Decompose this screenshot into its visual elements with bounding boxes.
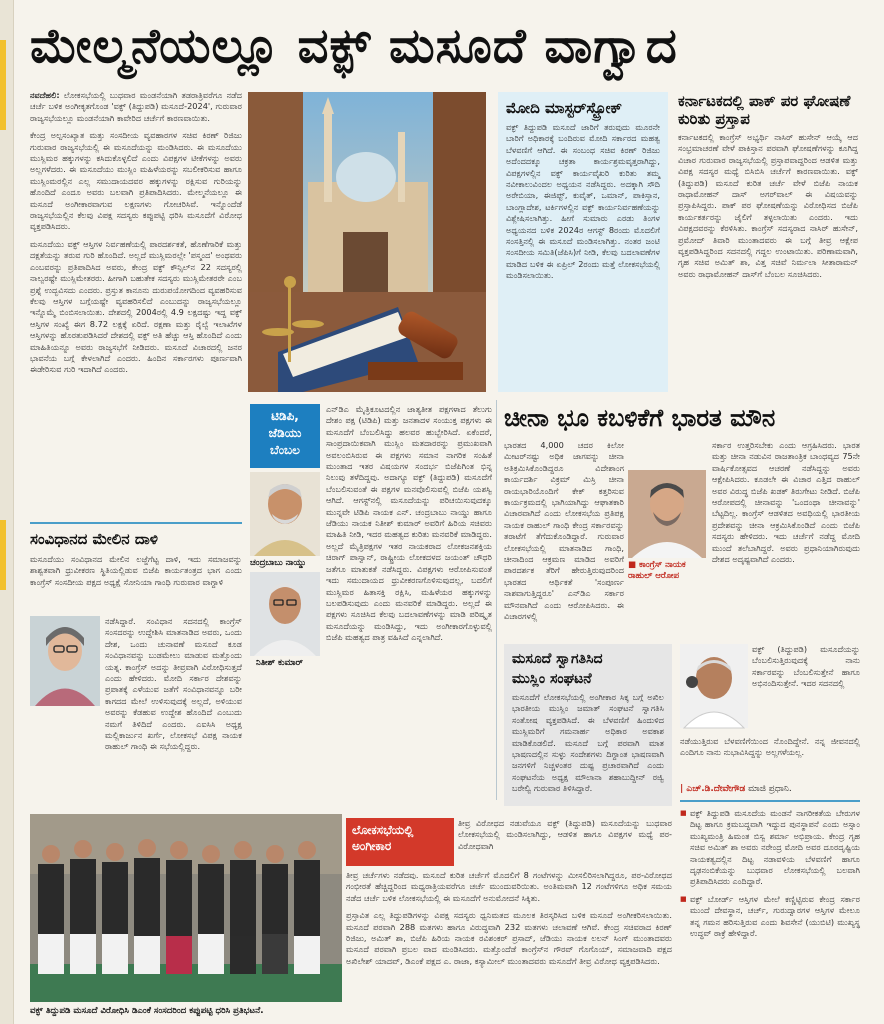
- devegowda-signature-line: [680, 784, 860, 794]
- dateline: ನವದೆಹಲಿ:: [30, 90, 60, 100]
- modi-masterstroke-box: [498, 92, 668, 392]
- nitish-caption: ನಿತೀಶ್ ಕುಮಾರ್: [256, 658, 303, 668]
- tdp-tag-line2: ಜೆಡಿಯು: [268, 426, 302, 440]
- tdp-tag-line3: ಬೆಂಬಲ: [270, 443, 300, 457]
- list-item: ■ ವಕ್ಫ್ ಬೋರ್ಡ್ ಆಸ್ತಿಗಳ ಮೇಲೆ ಕಣ್ಣಿಟ್ಟಿರುವ ಕೇಂದ್ರ ಸರ್ಕಾರ ಮುಂದೆ ದೇವಸ್ಥಾನ, ಚರ್ಚ್, ಗುರುದ್ವಾರಗಳ ಆಸ್ತಿಗಳ ಮೇಲೂ ತನ್ನ ಗಮನ ಹರಿಸುತ್ತಿರುವ ಎಂದು ಶಿವಸೇನೆ (ಯುಬಿಟಿ) ಮುಖ್ಯಸ್ಥ ಉದ್ಧವ್ ಠಾಕ್ರೆ ಹೇಳಿದ್ದಾರೆ.: [680, 894, 860, 940]
- china-text-col1: [504, 440, 624, 640]
- waqf-illustration: [248, 92, 486, 392]
- page-edge: [0, 0, 14, 1024]
- rahul-caption: ■ ಕಾಂಗ್ರೆಸ್ ನಾಯಕ ರಾಹುಲ್ ಆರೋಪ: [628, 560, 686, 581]
- devegowda-photo: [680, 644, 748, 728]
- photo-caption: ವಕ್ಫ್ ತಿದ್ದುಪಡಿ ಮಸೂದೆ ವಿರೋಧಿಸಿ ಡಿಎಂಕೆ ಸಂಸದರಿಂದ ಕಪ್ಪುಪಟ್ಟಿ ಧರಿಸಿ ಪ್ರತಿಭಟನೆ.: [30, 1006, 264, 1016]
- dmk-protest-photo: [30, 814, 342, 1002]
- modi-box-title: ಮೋದಿ ಮಾಸ್ಟರ್‌ಸ್ಟ್ರೋಕ್: [506, 99, 623, 117]
- sonia-gandhi-photo: [30, 616, 100, 706]
- lok-intro: [458, 818, 672, 868]
- tdp-tag-line1: ಟಿಡಿಪಿ,: [271, 409, 299, 423]
- devegowda-designation: ಮಾಜಿ ಪ್ರಧಾನಿ.: [748, 784, 792, 794]
- devegowda-quote-rest: [680, 736, 860, 776]
- tdp-jdu-tag: [250, 404, 320, 468]
- devegowda-text-rest: ನಡೆಯುತ್ತಿರುವ ಬೆಳವಣಿಗೆಯಿಂದ ನೊಂದಿದ್ದೇನೆ. ನನ್ನ ಜೀವನದಲ್ಲಿ ಎಂದಿಗೂ ನಾನು ನುಭಾವಿಸಿದ್ದನ್ನು ಅಲ್ಲಗಳೆಯಲ್ಲ.: [680, 736, 860, 758]
- pak-article: [678, 132, 858, 392]
- nitish-photo: [250, 572, 320, 656]
- china-text-1: ಭಾರತದ 4,000 ಚದರ ಕಿಲೋ ಮೀಟರ್‌ನಷ್ಟು ಅಧಿಕ ಜಾಗವನ್ನು ಚೀನಾ ಅತಿಕ್ರಮಿಸಿಕೊಂಡಿದ್ದರೂ ವಿದೇಶಾಂಗ ಕಾರ್ಯದರ್ಶಿ ವಿಕ್ರಮ್ ಮಿಸ್ರಿ ಚೀನಾ ರಾಯಭಾರಿಯೊಂದಿಗೆ ಕೇಕ್ ಕತ್ತರಿಸುವ ಕಾರ್ಯಕ್ರಮದಲ್ಲಿ ಭಾಗಿಯಾಗಿದ್ದು ಆಘಾತಕಾರಿ ವಿಚಾರವಾಗಿದೆ ಎಂದು ಲೋಕಸಭೆಯ ಪ್ರತಿಪಕ್ಷ ನಾಯಕ ರಾಹುಲ್ ಗಾಂಧಿ ಕೇಂದ್ರ ಸರ್ಕಾರವನ್ನು ತರಾಟೆಗೆ ತೆಗೆದುಕೊಂಡಿದ್ದಾರೆ. ಗುರುವಾರ ಲೋಕಸಭೆಯಲ್ಲಿ ಮಾತನಾಡಿದ ಗಾಂಧಿ, ಚೀನಾದಿಂದ ಆಕ್ರಮಣ ಮಾಡಿದ ಅವರಿಗೆ ಪಾರದರ್ಶಕ ತೆರಿಗೆ ಹೇರುತ್ತಿರುವುದರಿಂದ ಭಾರತದ ಆರ್ಥಿಕತೆ 'ಸಂಪೂರ್ಣ ನಾಶವಾಗುತ್ತಿದ್ದರೂ' ಎನ್‌ಡಿಎ ಸರ್ಕಾರ ಮೌನವಾಗಿದೆ ಎಂದು ಆರೋಪಿಸಿದರು. ಈ ವಿಚಾರಗಳಲ್ಲಿ: [504, 440, 624, 622]
- swagata-text: ಮಸೂದೆಗೆ ಲೋಕಸಭೆಯಲ್ಲಿ ಅಂಗೀಕಾರ ಸಿಕ್ಕ ಬಗ್ಗೆ ಅಖಿಲ ಭಾರತೀಯ ಮುಸ್ಲಿಂ ಜಮಾತ್ ಸಂಘಟನೆ ಸ್ವಾಗತಿಸಿ ಸಂತೋಷ ವ್ಯಕ್ತಪಡಿಸಿದೆ. ಈ ಬೆಳವಣಿಗೆ ಹಿಂದುಳಿದ ಮುಸ್ಲಿಮರಿಗೆ ಗಮನಾರ್ಹ ಅಧಿಕಾರ ಅವಕಾಶ ಮಾಡಿಕೊಡಲಿದೆ. ಮಸೂದೆ ಬಗ್ಗೆ ಪರವಾಗಿ ಮಾತ ಭಾಷಣದಲ್ಲಿನ ಸುಳ್ಳು ಸಂದೇಶಗಳು ದಿಗ್ದಾಂತ ಭಾಷಣವಾಗಿ ಜನಗಳಿಗೆ ನಿಚ್ಚಳಂತರ ದುಷ್ಟ ಪ್ರಚಾರವಾಗಿದೆ ಎಂದು ಸಂಘಟನೆಯ ಅಧ್ಯಕ್ಷ ಮೌಲಾನಾ ಶಹಾಬುದ್ದೀನ್ ರಜ್ವಿ ಬರೇಲ್ವಿ ಗುರುವಾರ ತಿಳಿಸಿದ್ದಾರೆ.: [512, 692, 664, 794]
- samvidhana-overflow: [30, 708, 242, 808]
- lead-paragraph-2: ಕೇಂದ್ರ ಅಲ್ಪಸಂಖ್ಯಾತ ಮತ್ತು ಸಂಸದೀಯ ವ್ಯವಹಾರಗಳ ಸಚಿವ ಕಿರಣ್ ರಿಜಿಜು ಗುರುವಾರ ರಾಜ್ಯಸಭೆಯಲ್ಲಿ ಈ ಮಸೂದೆಯನ್ನು ಮಂಡಿಸಿದರು. ಈ ಮಸೂದೆಯು ಮುಸ್ಲಿಮರ ಹಕ್ಕುಗಳನ್ನು ಕಸಿದುಕೊಳ್ಳಲಿದೆ ಎಂದು ವಿಪಕ್ಷಗಳ ಟೀಕೆಗಳನ್ನು ಅವರು ಅಲ್ಲಗಳೆದರು. ಈ ಮಸೂದೆಯು ಮುಸ್ಲಿಂ ಮಹಿಳೆಯರನ್ನು ಸಬಲೀಕರಿಸುವ ಹಾಗೂ ಮುಸ್ಲಿಂಮರಲ್ಲಿನ ಎಲ್ಲ ಸಮುದಾಯದವರ ಹಕ್ಕುಗಳನ್ನು ರಕ್ಷಿಸುವ ಗುರಿಯನ್ನು ಹೊಂದಿದೆ ಎಂದೂ ಅವರು ಬಲವಾಗಿ ಪ್ರತಿಪಾದಿಸಿದರು. ಮೇಲ್ಮನೆಯಲ್ಲೂ ಈ ಮಸೂದೆ ಅಂಗೀಕಾರವಾಗುವ ಲಕ್ಷಣಗಳು ಗೋಚರಿಸಿವೆ. ಇನ್ನೊಂದೆಡೆ ರಾಜ್ಯಸಭೆಯಲ್ಲಿನ ಕೆಲವು ವಿಪಕ್ಷ ಸದಸ್ಯರು ಕಪ್ಪುಪಟ್ಟಿ ಧರಿಸಿ ಮಸೂದೆಗೆ ವಿರೋಧ ವ್ಯಕ್ತಪಡಿಸಿದರು.: [30, 130, 242, 232]
- divider: [30, 522, 242, 524]
- page-headline: ಮೇಲ್ಮನೆಯಲ್ಲೂ ವಕ್ಫ್ ಮಸೂದೆ ವಾಗ್ವಾದ: [30, 18, 678, 74]
- lok-sabha-tag: [346, 818, 454, 866]
- lok-text-3: ಪ್ರಸ್ತಾವಿತ ಎಲ್ಲ ತಿದ್ದುಪಡಿಗಳನ್ನು ವಿಪಕ್ಷ ಸದಸ್ಯರು ಧ್ವನಿಮತದ ಮೂಲಕ ತಿರಸ್ಕರಿಸಿದ ಬಳಿಕ ಮಸೂದೆ ಅಂಗೀಕರಿಸಲಾಯಿತು. ಮಸೂದೆ ಪರವಾಗಿ 288 ಮತಗಳು ಹಾಗೂ ವಿರುದ್ಧವಾಗಿ 232 ಮತಗಳು ಚಲಾವಣೆ ಆಗಿವೆ. ಕೇಂದ್ರ ಸಚಿವರಾದ ಕಿರಣ್ ರಿಜಿಜು, ಅಮಿತ್ ಶಾ, ಬಿಜೆಪಿ ಹಿರಿಯ ನಾಯಕ ರವಿಶಂಕರ್ ಪ್ರಸಾದ್, ಜೆಡಿಯು ನಾಯಕ ಲಲನ್ ಸಿಂಗ್ ಮುಂತಾದವರು ಮಸೂದೆ ಪರವಾಗಿ ಪ್ರಬಲ ವಾದ ಮಂಡಿಸಿದರು. ಮತ್ತೊಂದೆಡೆ ಕಾಂಗ್ರೆಸ್‌ನ ಗೌರವ್ ಗೊಗೊಯ್, ಸಮಾಜವಾದಿ ಪಕ್ಷದ ಅಖಿಲೇಶ್ ಯಾದವ್, ಡಿಎಂಕೆ ಪಕ್ಷದ ಎ. ರಾಜಾ, ಕಸ್ಯಾಮೀಲ್ ಮುಂತಾದವರು ಮಸೂದೆಗೆ ತೀವ್ರ ವಿರೋಧ ವ್ಯಕ್ತಪಡಿಸಿದರು.: [346, 910, 672, 966]
- devegowda-signature: | ಎಚ್.ಡಿ.ದೇವೇಗೌಡ: [680, 784, 746, 794]
- modi-box-text: ವಕ್ಫ್ ತಿದ್ದುಪಡಿ ಮಸೂದೆ ಜಾರಿಗೆ ತರುವುದು ಮೂರನೇ ಬಾರಿಗೆ ಅಧಿಕಾರಕ್ಕೆ ಬಂದಿರುವ ಮೋದಿ ಸರ್ಕಾರದ ಮಹತ್ವ ಬೆಳವಣಿಗೆ ಆಗಿದೆ. ಈ ಸಂಬಂಧ ಸಚಿವ ಕಿರಣ್ ರಿಜಿಜು ಅದೆಂದದಕ್ಕೂ ಚಕ್ರತಾ ಕಾರ್ಯಶ್ರಮವೃತ್ತರಾಗಿದ್ದು, ವಿಪಕ್ಷಗಳಲ್ಲಿನ ವಕ್ಫ್ ಕಾರ್ಯವೈಖರಿ ಕುರಿತು ತಮ್ಮ ನವೀಕಾಲುವಿಂದಲ ಅಧ್ಯಯನ ನಡೆಸಿದ್ದರು. ಅದಕ್ಕಾಗಿ ಸೌದಿ ಅರೇಬಿಯಾ, ಈಜಿಪ್ಟ್, ಕುವೈತ್, ಒಮಾನ್, ಪಾಕಿಸ್ತಾನ, ಬಾಂಗ್ಲಾದೇಶ, ಟರ್ಕಿಗಳಲ್ಲಿನ ವಕ್ಫ್ ಕಾರ್ಯನಿರ್ವಹಣೆಯನ್ನು ವಿಶ್ಲೇಷಿಸಲಾಗಿತ್ತು. ಹೀಗೆ ಸುಮಾರು ಎರಡು ತಿಂಗಳ ಅಧ್ಯಯನದ ಬಳಿಕ 2024ರ ಆಗಸ್ಟ್ 8ರಂದು ಮೊದಲಿಗೆ ಸಂಸತ್ತಿನಲ್ಲಿ ಈ ಮಸೂದೆ ಮಂಡಿಸಲಾಗಿತ್ತು. ನಂತರ ಜಂಟಿ ಸಂಸದೀಯ ಸಮಿತಿ(ಜೆಪಿಸಿ)ಗೆ ನೀಡಿ, ಕೆಲವು ಬದಲಾವಣೆಗಳ ಮಾಡಿದ ಬಳಿಕ ಈ ಏಪ್ರಿಲ್ 2ರಂದು ಮತ್ತೆ ಲೋಕಸಭೆಯಲ್ಲಿ ಮಂಡಿಸಲಾಯಿತು.: [506, 122, 660, 281]
- samvidhana-text-1: ಮಸೂದೆಯು ಸಂವಿಧಾನದ ಮೇಲಿನ ಲಜ್ಜೆಗೆಟ್ಟ ದಾಳಿ, ಇದು ಸಮಾಜವನ್ನು ಶಾಶ್ವತವಾಗಿ ಧ್ರುವೀಕರಣ ಸ್ಥಿತಿಯಲ್ಲಿಡುವ ಬಿಜೆಪಿ ಕಾರ್ಯತಂತ್ರದ ಭಾಗ ಎಂದು ಕಾಂಗ್ರೆಸ್ ಸಂಸದೀಯ ಪಕ್ಷದ ಅಧ್ಯಕ್ಷೆ ಸೋನಿಯಾ ಗಾಂಧಿ ಗುರುವಾರ ವಾಗ್ದಾಳಿ: [30, 554, 242, 587]
- china-text-2: ಸರ್ಕಾರ ಉತ್ತರಿಸಬೇಕು ಎಂದು ಆಗ್ರಹಿಸಿದರು. ಭಾರತ ಮತ್ತು ಚೀನಾ ನಡುವಿನ ರಾಜತಾಂತ್ರಿಕ ಬಾಂಧವ್ಯದ 75ನೇ ವಾರ್ಷಿಕೋತ್ಸವದ ಆಚರಣೆ ನಡೆಸಿದ್ದನ್ನು ಅವರು ಆಕ್ಷೇಪಿಸಿದರು. ಕೂಡಲೇ ಈ ವಿಚಾರ ಎತ್ತಿದ ರಾಹುಲ್ ಅವರ ವಿರುದ್ಧ ಬಿಜೆಪಿ ಖಡಕ್ ತಿರುಗೇಟು ನೀಡಿದೆ. ಬಿಜೆಪಿ ಆರೋಪದಲ್ಲಿ ಚೀನಾವನ್ನು 'ಒಂದಂಥಾ ಚೀನಾವನ್ನು' ಬೆಟ್ಟದಿಲ್ಲ. ಕಾಂಗ್ರೆಸ್ ಆಡಳಿತದ ಅವಧಿಯಲ್ಲಿ ಭಾರತೀಯ ಪ್ರದೇಶವನ್ನು ಚೀನಾ ಆಕ್ರಮಿಸಿಕೊಂಡಿದೆ ಎಂದು ಬಿಜೆಪಿ ಸದಸ್ಯರು ಹೇಳಿದರು. ಇದು ಚರ್ಚೆಗೆ ನಡೆದ್ದ ಮೋದಿ ಮುಂದೆ ತಲೆಬಾಗಿದ್ದರೆ. ಅವರು ಪ್ರಧಾನಿಯಾಗಿರುವುದು ದೇಶದ ಅದೃಷ್ಟವಾಗಿದೆ ಎಂದರು.: [712, 440, 860, 565]
- lok-tag-line2: ಅಂಗೀಕಾರ: [352, 839, 392, 853]
- swagata-title-1: ಮಸೂದೆ ಸ್ವಾಗತಿಸಿದ: [512, 651, 603, 667]
- pak-title: ಕರ್ನಾಟಕದಲ್ಲಿ ಪಾಕ್ ಪರ ಘೋಷಣೆ ಕುರಿತು ಪ್ರಸ್ತಾಪ: [678, 92, 851, 128]
- list-item: ■ ವಕ್ಫ್ ತಿದ್ದುಪಡಿ ಮಸೂದೆಯ ಮಂಡನೆ ನಾಗರೀಕತೆಯ ಬೇರುಗಳ ದಿಟ್ಟ ಹಾಗೂ ಕ್ರಮಬದ್ಧವಾಗಿ ಇದ್ದುದ ಪುನಸ್ಥಾಪನೆ ಎಂದು ಅಸ್ಸಾಂ ಮುಖ್ಯಮಂತ್ರಿ ಹಿಮಂತ ಬಿಸ್ವ ಶರ್ಮಾ ಅಭಿಪ್ರಾಯ. ಕೇಂದ್ರ ಗೃಹ ಸಚಿವ ಅಮಿತ್ ಶಾ ಅವರು ನರೇಂದ್ರ ಮೋದಿ ಅವರ ದೂರದೃಷ್ಟಿಯ ನಾಯಕತ್ವದಲ್ಲಿನ ದಿಟ್ಟ ನಡಾವಳಿಯ ಬೆಳವಣಿಗೆ ಹಾಗೂ ದೃಢನಂಬಿಕೆಯನ್ನು ಬುಧವಾರ ಲೋಕಸಭೆಯಲ್ಲಿ ಬಲವಾಗಿ ಪ್ರತಿಪಾದಿಸಿದರು ಎಂದಿದ್ದಾರೆ.: [680, 808, 860, 888]
- swagata-title-2: ಮುಸ್ಲಿಂ ಸಂಘಟನೆ: [512, 671, 592, 687]
- rahul-gandhi-photo: [628, 470, 706, 558]
- tdp-article: [326, 404, 492, 802]
- lok-text-1: ತೀವ್ರ ವಿರೋಧದ ನಡುವೆಯೂ ವಕ್ಫ್ (ತಿದ್ದುಪಡಿ) ಮಸೂದೆಯನ್ನು ಬುಧವಾರ ಲೋಕಸಭೆಯಲ್ಲಿ ಮಂಡಿಸಲಾಗಿದ್ದು, ಆಡಳಿತ ಹಾಗೂ ವಿಪಕ್ಷಗಳ ಮಧ್ಯೆ ಪರ- ವಿರೋಧವಾಗಿ: [458, 818, 672, 851]
- samvidhana-continued: [105, 616, 242, 752]
- chandrababu-photo: [250, 472, 320, 556]
- lead-paragraph-1: ಲೋಕಸಭೆಯಲ್ಲಿ ಬುಧವಾರ ಮಂಡನೆಯಾಗಿ ತಡರಾತ್ರಿವರೆಗೂ ನಡೆದ ಚರ್ಚೆ ಬಳಿಕ ಅಂಗೀಕೃತಗೊಂಡ 'ವಕ್ಫ್ (ತಿದ್ದುಪಡಿ) ಮಸೂದೆ-2024', ಗುರುವಾರ ರಾಜ್ಯಸಭೆಯಲ್ಲೂ ಮಂಡನೆಯಾಗಿ ಕಾವೇರಿದ ಚರ್ಚೆಗೆ ಕಾರಣವಾಯಿತು.: [30, 90, 243, 123]
- lok-text-2: ತೀವ್ರ ಚರ್ಚೆಗಳು ನಡೆದವು. ಮಸೂದೆ ಕುರಿತ ಚರ್ಚೆಗೆ ಮೊದಲಿಗೆ 8 ಗಂಟೆಗಳನ್ನು ಮೀಸಲಿರಿಸಲಾಗಿದ್ದರೂ, ಪರ-ವಿರೋಧದ ಗಂಭೀರತೆ ಹೆಚ್ಚಿದ್ದರಿಂದ ಮಧ್ಯರಾತ್ರಿಯವರೆಗೂ ಚರ್ಚೆ ಮುಂದುವರಿಯಿತು. ಅಂತಿಮವಾಗಿ 12 ಗಂಟೆಗಳಿಗೂ ಅಧಿಕ ಸಮಯ ನಡೆದ ಚರ್ಚೆ ಬಳಿಕ ಲೋಕಸಭೆಯಲ್ಲಿ ಈ ಮಸೂದೆಗೆ ಅನುಮೋದನೆ ಸಿಕ್ಕಿತು.: [346, 870, 672, 903]
- tdp-text: ಎನ್‌ಡಿಎ ಮೈತ್ರಿಕೂಟದಲ್ಲಿನ ಜಾತ್ಯತೀತ ಪಕ್ಷಗಳಾದ ತೆಲುಗು ದೇಶಂ ಪಕ್ಷ (ಟಿಡಿಪಿ) ಮತ್ತು ಜನತಾದಳ ಸಂಯುಕ್ತ ಪಕ್ಷಗಳು ಈ ಮಸೂದೆಗೆ ಬೆಂಬಲಿಸಿದ್ದು ಹಲವರ ಹುಬ್ಬೇರಿಸಿದೆ. ಏಕೆಂದರೆ, ಸಾಂಪ್ರದಾಯಿಕವಾಗಿ ಮುಸ್ಲಿಂ ಮತದಾರರನ್ನು ಪ್ರಮುಖವಾಗಿ ಅವಲಂಬಿಸಿರುವ ಈ ಪಕ್ಷಗಳು ಸಮಾನ ನಾಗರಿಕ ಸಂಹಿತೆ ಮುಂತಾದ ಇತರ ವಿಷಯಗಳ ಸಂದರ್ಭ ಬಿಜೆಪಿಗಿಂತ ಭಿನ್ನ ನಿಲುವು ತಳೆದಿದ್ದವು. ಅದಾಗ್ಯೂ ವಕ್ಫ್ (ತಿದ್ದುಪಡಿ) ಮಸೂದೆಗೆ ಬೆಂಬಲಿಸುವಂತೆ ಈ ಪಕ್ಷಗಳ ಮನವೊಲಿಸುವಲ್ಲಿ ಬಿಜೆಪಿ ಯಶಸ್ವಿ ಆಗಿದೆ. ಆಗಸ್ಟ್‌ನಲ್ಲಿ ಮಸೂದೆಯನ್ನು ಪರಿಚಯಿಸುವುದಕ್ಕೂ ಮುನ್ನವೇ ಟಿಡಿಪಿ ನಾಯಕ ಎನ್. ಚಂದ್ರಬಾಬು ನಾಯ್ಡು ಹಾಗೂ ಜೆಡಿಯು ನಾಯಕ ನಿತೀಶ್ ಕುಮಾರ್ ಅವರಿಗೆ ಹಿರಿಯ ಸಚಿವರು ಮಾಹಿತಿ ನೀಡಿ, ಇದರ ಮಹತ್ವದ ಕುರಿತು ಮನವರಿಕೆ ಮಾಡಿದ್ದರು. ಅಲ್ಲದೆ ಮೈತ್ರಿಪಕ್ಷಗಳ ಇತರ ನಾಯಕರಾದ ಲೋಕಜನಶಕ್ತಿಯ ಚಿರಾಗ್ ಪಾಸ್ವಾನ್, ರಾಷ್ಟ್ರೀಯ ಲೋಕದಳದ ಜಯಂತ್ ಚೌಧರಿ ಜತೆಗೂ ಮಾತುಕತೆ ನಡೆಸಿದ್ದರು. ವಿಪಕ್ಷಗಳು ಆರೋಪಿಸುವಂತೆ ಇದು ಸಮುದಾಯದ ಧ್ರುವೀಕರಣಗೊಳಿಸುವುದಲ್ಲ, ಬದಲಿಗೆ ಮುಸ್ಲಿಮರ ಹಿತಾಸಕ್ತಿ ರಕ್ಷಿಸಿ, ಮಹಿಳೆಯರ ಹಕ್ಕುಗಳನ್ನು ಬಲಪಡಿಸುವುದು ಎಂದು ಮನವರಿಕೆ ಮಾಡಿದ್ದರು. ಅಲ್ಲದೆ ಈ ಪಕ್ಷಗಳು ಸೂಚಿಸಿದ ಕೆಲವು ಬದಲಾವಣೆಗಳನ್ನು ಮಾಡಿ ಪರಿಷ್ಕೃತ ಮಸೂದೆಯನ್ನು ಮಂಡಿಸಿದ್ದು, ಇದು ಅಂಗೀಕಾರಗೊಳ್ಳುವಲ್ಲಿ ಬಿಜೆಪಿ ಮಹತ್ವದ ಪಾತ್ರ ವಹಿಸಿದೆ ಎನ್ನಲಾಗಿದೆ.: [326, 404, 492, 643]
- reactions-list: [680, 808, 860, 1008]
- muslim-organisation-box: [504, 644, 672, 806]
- column-rule: [496, 400, 497, 800]
- devegowda-quote-top: [752, 644, 860, 734]
- lok-article: [346, 870, 672, 1006]
- samvidhana-intro: [30, 554, 242, 614]
- lead-article: [30, 90, 242, 520]
- samvidhana-title: ಸಂವಿಧಾನದ ಮೇಲಿನ ದಾಳಿ: [30, 530, 158, 548]
- china-title: ಚೀನಾ ಭೂ ಕಬಳಿಕೆಗೆ ಭಾರತ ಮೌನ: [504, 404, 776, 432]
- pak-text: ಕರ್ನಾಟಕದಲ್ಲಿ ಕಾಂಗ್ರೆಸ್ ಅಭ್ಯರ್ಥಿ ನಾಸಿರ್ ಹುಸೇನ್ ಆಯ್ಕೆ ಆದ ಸಂಭ್ರಮಾಚರಣೆ ವೇಳೆ ಪಾಕಿಸ್ತಾನ ಪರವಾಗಿ ಘೋಷಣೆಗಳನ್ನು ಕೂಗಿದ್ದ ವಿಚಾರ ಗುರುವಾರ ರಾಜ್ಯಸಭೆಯಲ್ಲಿ ಪ್ರಸ್ತಾಪವಾದ್ದರಿಂದ ಆಡಳಿತ ಮತ್ತು ವಿಪಕ್ಷ ಸದಸ್ಯರ ಮಧ್ಯೆ ಬಿಸಿಬಿಸಿ ಚರ್ಚೆಗೆ ಕಾರಣವಾಯಿತು. ವಕ್ಫ್ (ತಿದ್ದುಪಡಿ) ಮಸೂದೆ ಕುರಿತ ಚರ್ಚೆ ವೇಳೆ ಬಿಜೆಪಿ ನಾಯಕ ರಾಧಾಮೋಹನ್ ದಾಸ್ ಅಗರ್‌ವಾಲ್ ಈ ವಿಷಯವನ್ನು ಪ್ರಸ್ತಾಪಿಸಿದ್ದರು. ಪಾಕ್ ಪರ ಘೋಷಣೆಯನ್ನು ವಿರೋಧಿಸದ ಬಿಜೆಪಿ ಕಾರ್ಯಕರ್ತರನ್ನು ಜೈಲಿಗೆ ತಳ್ಳಲಾಯಿತು ಎಂದರು. ಇದು ವಿಪಕ್ಷದವರನ್ನು ಕೆರಳಿಸಿತು. ಕಾಂಗ್ರೆಸ್ ಸದಸ್ಯರಾದ ನಾಸಿರ್ ಹುಸೇನ್, ಪ್ರಮೋದ್ ತಿವಾರಿ ಮುಂತಾದವರು ಈ ಬಗ್ಗೆ ತೀವ್ರ ಆಕ್ಷೇಪ ವ್ಯಕ್ತಪಡಿಸಿದ್ದರಿಂದ ಸದನದಲ್ಲಿ ಗದ್ದಲ ಉಂಟಾಯಿತು. ಪರಿಣಾಮವಾಗಿ, ಗೃಹ ಸಚಿವ ಅಮಿತ್ ಶಾ, ವಿತ್ತ ಸಚಿವೆ ನಿರ್ಮಲಾ ಸೀತಾರಾಮನ್ ಅವರು ರಾಧಾಮೋಹನ್ ದಾಸ್‌ಗೆ ಬೆಂಬಲ ಸೂಚಿಸಿದರು.: [678, 132, 858, 279]
- divider: [680, 800, 860, 802]
- samvidhana-text-2: ನಡೆಸಿದ್ದಾರೆ. ಸಂವಿಧಾನ ಸದನದಲ್ಲಿ ಕಾಂಗ್ರೆಸ್ ಸಂಸದರನ್ನು ಉದ್ದೇಶಿಸಿ ಮಾತನಾಡಿದ ಅವರು, ಒಂದು ದೇಶ, ಒಂದು ಚುನಾವಣೆ ಮಸೂದೆ ಕೂಡ ಸಂವಿಧಾನವನ್ನು ಬುಡಮೇಲು ಮಾಡುವ ಮತ್ತೊಂದು ಯತ್ನ. ಕಾಂಗ್ರೆಸ್ ಅದನ್ನು ತೀವ್ರವಾಗಿ ವಿರೋಧಿಸುತ್ತದೆ ಎಂದು ಹೇಳಿದರು. ಮೋದಿ ಸರ್ಕಾರ ದೇಶವನ್ನು ಪ್ರಪಾತಕ್ಕೆ ಎಳೆಯುವ ಜತೆಗೆ ಸಂವಿಧಾನವನ್ನೂ ಬರೀ ಕಾಗದದ ಮೇಲೆ ಉಳಿಸುವುದಕ್ಕೆ ಅಲ್ಲದೆ, ಅಳಿಯುವ ಅವರನ್ನು ಕೆಡಹುವ ಉದ್ದೇಶ ಹೊಂದಿದೆ ಎಂಬುದು ನಮಗೆ ತಿಳಿದಿದೆ ಎಂದರು. ಎಐಸಿಸಿ ಅಧ್ಯಕ್ಷ ಮಲ್ಲಿಕಾರ್ಜುನ ಖರ್ಗೆ, ಲೋಕಸಭೆ ವಿಪಕ್ಷ ನಾಯಕ ರಾಹುಲ್ ಗಾಂಧಿ ಈ ಸಭೆಯಲ್ಲಿದ್ದರು.: [105, 616, 242, 752]
- lok-tag-line1: ಲೋಕಸಭೆಯಲ್ಲಿ: [352, 823, 414, 837]
- devegowda-text-top: ವಕ್ಫ್ (ತಿದ್ದುಪಡಿ) ಮಸೂದೆಯನ್ನು ಬೆಂಬಲಿಸುತ್ತಿರುವುದಕ್ಕೆ ನಾನು ಸರ್ಕಾರವನ್ನು ಬೆಂಬಲಿಸುತ್ತೇನೆ ಹಾಗೂ ಅಭಿನಂದಿಸುತ್ತೇನೆ. ಇದರ ಸದನದಲ್ಲಿ: [752, 644, 860, 689]
- china-text-col2: [712, 440, 860, 640]
- lead-paragraph-3: ಮಸೂದೆಯು ವಕ್ಫ್ ಆಸ್ತಿಗಳ ನಿರ್ವಹಣೆಯಲ್ಲಿ ಪಾರದರ್ಶಕತೆ, ಹೊಣೆಗಾರಿಕೆ ಮತ್ತು ದಕ್ಷತೆಯನ್ನು ತರುವ ಗುರಿ ಹೊಂದಿದೆ. ಅಲ್ಲದೆ ಮುಸ್ಲಿಮರಲ್ಲೇ 'ಪಸ್ಮಂದ' ಅಂಥವರು ಎಂಬವರನ್ನು ಪ್ರತಿಪಾದಿಸಿದ ಅವರು, ಕೇಂದ್ರ ವಕ್ಫ್ ಕೌನ್ಸಿಲ್‌ನ 22 ಸದಸ್ಯರಲ್ಲಿ ನಾಲ್ವರಷ್ಟೇ ಮುಸ್ಲಿಮೇತರರು. ಹೀಗಾಗಿ ಬಹುತೇಕ ಸದಸ್ಯರು ಮುಸ್ಲಿಮೇತರರೇ ಎಂಬ ಪ್ರಶ್ನೆ ಉದ್ಭವಿಸದು ಎಂದರು. ಪ್ರಸ್ತುತ ಕಾನೂನು ದುರುಪಯೋಗದಿಂದ ವ್ಯವಹರಿಸುವ ಕೆಲವು ಆಸ್ತಿಗಳ ಬಗ್ಗೆಯಷ್ಟೇ ವ್ಯವಹರಿಸಲಿದೆ ಎಂಬುದನ್ನು ರಾಜ್ಯಸಭೆಯಲ್ಲೂ ಇನ್ನೊಮ್ಮೆ ಬಿಂಬಿಸಲಾಯಿತು. ದೇಶದಲ್ಲಿ 2004ರಲ್ಲಿ 4.9 ಲಕ್ಷದಷ್ಟು ಇದ್ದ ವಕ್ಫ್ ಆಸ್ತಿಗಳ ಸಂಖ್ಯೆ ಈಗ 8.72 ಲಕ್ಷಕ್ಕೆ ಏರಿದೆ. ರಕ್ಷಣಾ ಮತ್ತು ರೈಲ್ವೆ ಇಲಾಖೆಗಳ ಆಸ್ತಿಗಳನ್ನು ಹೊರತುಪಡಿಸಿದರೆ ದೇಶದಲ್ಲಿ ವಕ್ಫ್ ಅತಿ ಹೆಚ್ಚು ಆಸ್ತಿ ಹೊಂದಿದೆ ಎಂದು ಮಾಹಿತಿಯನ್ನೂ ಅವರು ರಾಜ್ಯಸಭೆಗೆ ನೀಡಿದರು. ಮಸೂದೆ ವಿಚಾರದಲ್ಲಿ ಜನರ ಭಾವನೆಯ ಬಗ್ಗೆ ಕೇಳಲಾಗಿದೆ ಎಂದರು. ಹಿಂದಿನ ಸರ್ಕಾರಗಳು ಪೂರ್ಣವಾಗಿ ಈಡೇರಿಸುವ ಗುರಿ ಇದಾಗಿದೆ ಎಂದರು.: [30, 238, 242, 375]
- chandrababu-caption: ಚಂದ್ರಬಾಬು ನಾಯ್ಡು: [250, 558, 307, 568]
